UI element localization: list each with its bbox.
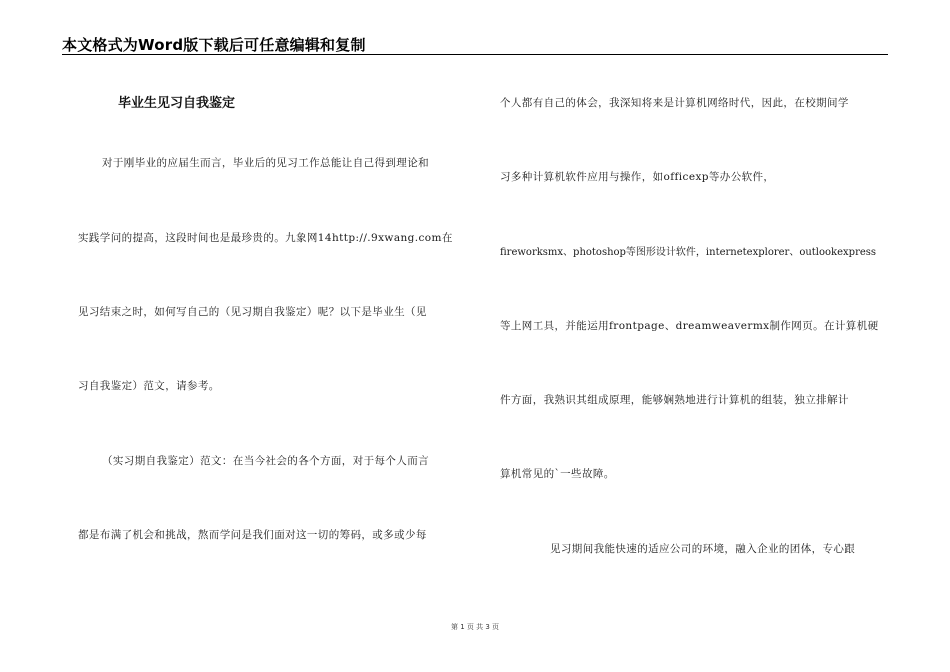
header-rule xyxy=(62,54,888,55)
paragraph-line: （实习期自我鉴定）范文：在当今社会的各个方面，对于每个人而言 xyxy=(102,455,429,467)
paragraph-line: 实践学问的提高，这段时间也是最珍贵的。九象网14http://.9xwang.com在 xyxy=(78,232,453,244)
paragraph-line: 件方面，我熟识其组成原理，能够娴熟地进行计算机的组装，独立排解计 xyxy=(500,394,849,406)
paragraph-line: 算机常见的`一些故障。 xyxy=(500,468,615,480)
paragraph-line: 都是布满了机会和挑战，熬而学问是我们面对这一切的筹码，或多或少每 xyxy=(78,529,427,541)
paragraph-line: 见习期间我能快速的适应公司的环境，融入企业的团体，专心跟 xyxy=(550,543,856,555)
paragraph-line: 见习结束之时，如何写自己的（见习期自我鉴定）呢？以下是毕业生（见 xyxy=(78,306,427,318)
paragraph-line: 习多种计算机软件应用与操作，如officexp等办公软件， xyxy=(500,171,775,183)
page-number: 第 1 页 共 3 页 xyxy=(450,623,500,631)
paragraph-line: 个人都有自己的体会，我深知将来是计算机网络时代，因此，在校期间学 xyxy=(500,97,849,109)
paragraph-line: fireworksmx、photoshop等图形设计软件，internetexplorer、outlookexpress xyxy=(500,247,877,258)
document-title: 毕业生见习自我鉴定 xyxy=(118,96,236,111)
paragraph-line: 对于刚毕业的应届生而言，毕业后的见习工作总能让自己得到理论和 xyxy=(102,157,429,169)
paragraph-line: 习自我鉴定）范文，请参考。 xyxy=(78,380,220,392)
paragraph-line: 等上网工具，并能运用frontpage、dreamweavermx制作网页。在计算机硬 xyxy=(500,320,879,332)
page-header: 本文格式为Word版下载后可任意编辑和复制 xyxy=(62,36,366,54)
